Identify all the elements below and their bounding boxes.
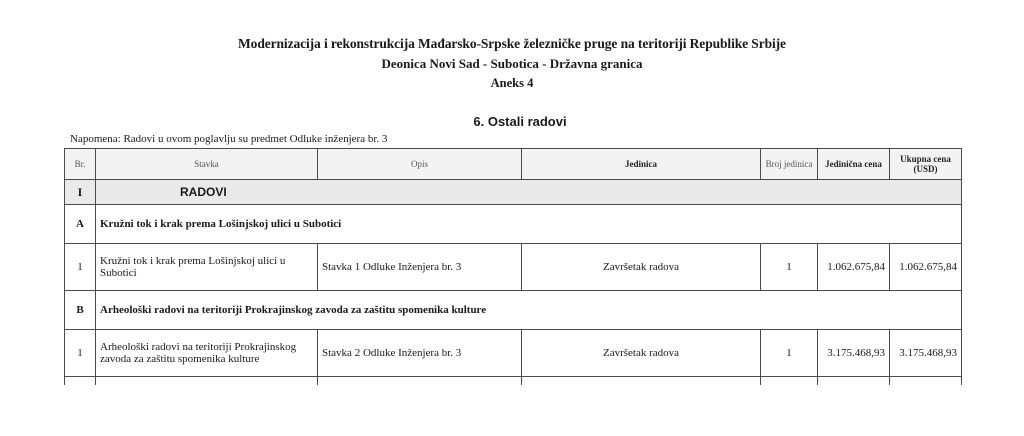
item-jedinica: Završetak radova xyxy=(522,330,761,377)
cut-cell xyxy=(890,377,962,386)
item-stavka: Kružni tok i krak prema Lošinjskoj ulici u Subotici xyxy=(96,244,318,291)
table-row-section xyxy=(65,291,962,330)
item-jedinica: Završetak radova xyxy=(522,244,761,291)
item-ukupna-cena: 3.175.468,93 xyxy=(890,330,962,377)
document-annex: Aneks 4 xyxy=(490,76,534,90)
item-jedinicna-cena: 1.062.675,84 xyxy=(818,244,890,291)
note-text: Napomena: Radovi u ovom poglavlju su predmet Odluke inženjera br. 3 xyxy=(70,133,388,145)
item-stavka: Arheološki radovi na teritoriji Prokrajinskog zavoda za zaštitu spomenika kulture xyxy=(96,330,318,377)
item-opis: Stavka 1 Odluke Inženjera br. 3 xyxy=(318,244,522,291)
col-header-jedinica: Jedinica xyxy=(522,149,761,180)
col-header-stavka: Stavka xyxy=(96,149,318,180)
section-title: 6. Ostali radovi xyxy=(473,114,567,129)
item-ukupna-cena: 1.062.675,84 xyxy=(890,244,962,291)
roman-number: I xyxy=(65,180,96,205)
col-header-ukupna-cena: Ukupna cena (USD) xyxy=(890,149,962,180)
item-number: 1 xyxy=(65,244,96,291)
cut-cell xyxy=(318,377,522,386)
item-number: 1 xyxy=(65,330,96,377)
cut-cell xyxy=(522,377,761,386)
table-row-cut xyxy=(65,377,962,386)
roman-label: RADOVI xyxy=(96,180,962,205)
section-title-cell: Arheološki radovi na teritoriji Prokrajinskog zavoda za zaštitu spomenika kulture xyxy=(96,291,962,330)
cut-cell xyxy=(818,377,890,386)
cut-cell xyxy=(65,377,96,386)
section-letter: A xyxy=(65,205,96,244)
table-row xyxy=(65,244,962,291)
table-header-row xyxy=(65,149,962,180)
works-table xyxy=(64,148,962,385)
item-opis: Stavka 2 Odluke Inženjera br. 3 xyxy=(318,330,522,377)
document-title-line-2: Deonica Novi Sad - Subotica - Državna granica xyxy=(381,56,643,71)
col-header-opis: Opis xyxy=(318,149,522,180)
table-row xyxy=(65,330,962,377)
item-broj: 1 xyxy=(761,330,818,377)
section-title-cell: Kružni tok i krak prema Lošinjskoj ulici u Subotici xyxy=(96,205,962,244)
item-jedinicna-cena: 3.175.468,93 xyxy=(818,330,890,377)
table-row-roman xyxy=(65,180,962,205)
cut-cell xyxy=(761,377,818,386)
col-header-broj: Broj jedinica xyxy=(761,149,818,180)
col-header-jedinicna-cena: Jedinična cena xyxy=(818,149,890,180)
document-title-line-1: Modernizacija i rekonstrukcija Mađarsko-Srpske železničke pruge na teritoriji Republike Srbije xyxy=(238,36,786,51)
table-row-section xyxy=(65,205,962,244)
item-broj: 1 xyxy=(761,244,818,291)
col-header-br: Br. xyxy=(65,149,96,180)
cut-cell xyxy=(96,377,318,386)
section-letter: B xyxy=(65,291,96,330)
